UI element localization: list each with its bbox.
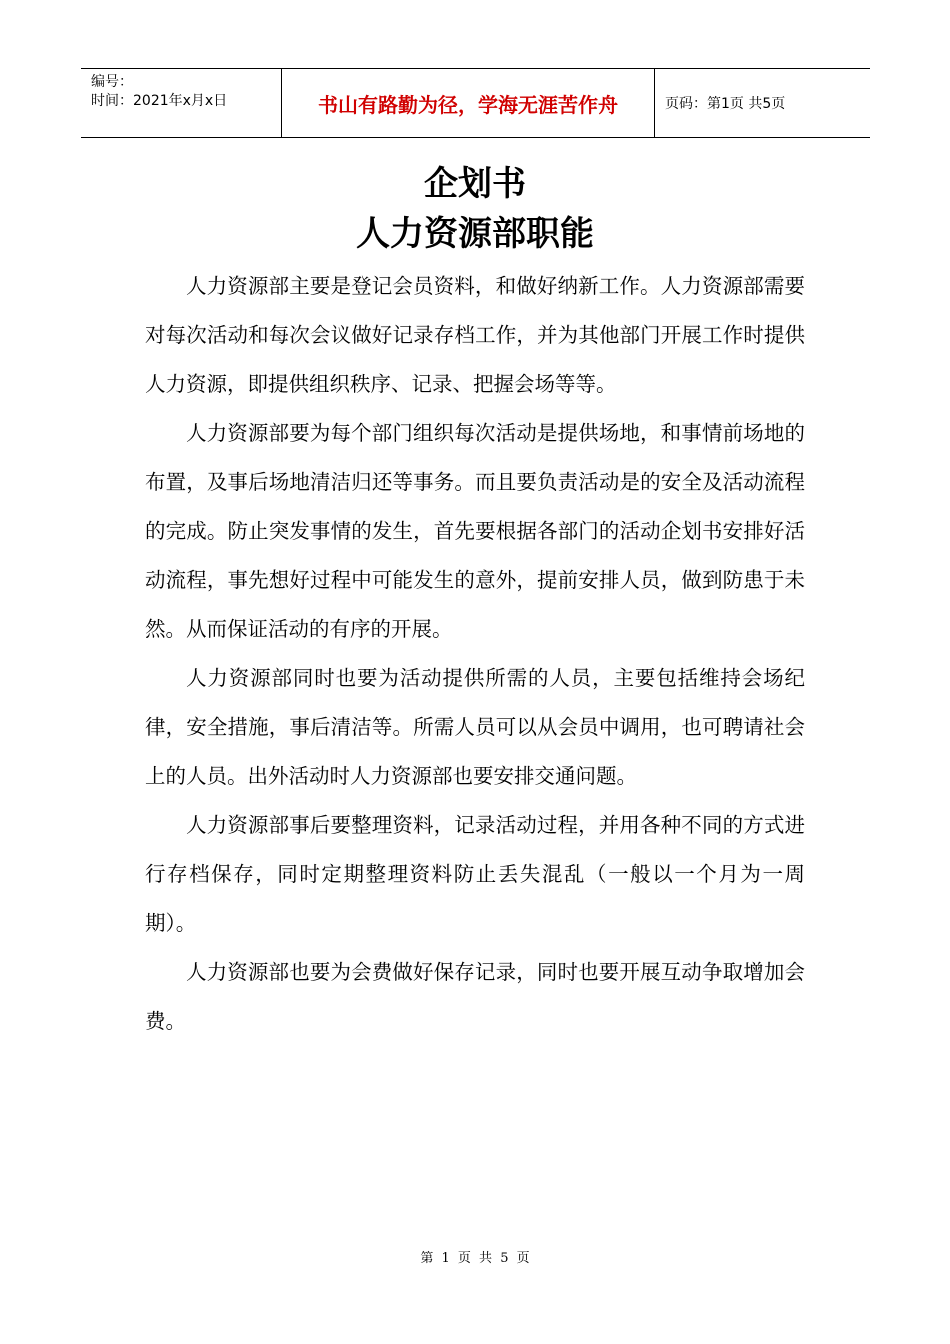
header-page-info: 页码：第1页 共5页 (665, 96, 786, 112)
page-header (81, 68, 870, 138)
paragraph: 人力资源部同时也要为活动提供所需的人员，主要包括维持会场纪律，安全措施，事后清洁等。所需人员可以从会员中调用，也可聘请社会上的人员。出外活动时人力资源部也要安排交通问题。 (145, 666, 805, 788)
document-subtitle: 人力资源部职能 (356, 214, 594, 254)
document-date: 时间：2021年x月x日 (91, 93, 228, 109)
page-footer: 第 1 页 共 5 页 (420, 1251, 530, 1266)
paragraph: 人力资源部要为每个部门组织每次活动是提供场地，和事情前场地的布置，及事后场地清洁归还等事务。而且要负责活动是的安全及活动流程的完成。防止突发事情的发生，首先要根据各部门的活动企划书安排好活动流程，事先想好过程中可能发生的意外，提前安排人员，做到防患于未然。从而保证活动的有序的开展。 (145, 421, 805, 641)
header-motto: 书山有路勤为径，学海无涯苦作舟 (281, 69, 655, 137)
paragraph: 人力资源部事后要整理资料，记录活动过程，并用各种不同的方式进行存档保存，同时定期整理资料防止丢失混乱（一般以一个月为一周期）。 (145, 813, 805, 935)
header-meta (81, 69, 281, 137)
document-body (145, 262, 805, 1046)
paragraph: 人力资源部主要是登记会员资料，和做好纳新工作。人力资源部需要对每次活动和每次会议做好记录存档工作，并为其他部门开展工作时提供人力资源，即提供组织秩序、记录、把握会场等等。 (145, 274, 805, 396)
paragraph: 人力资源部也要为会费做好保存记录，同时也要开展互动争取增加会费。 (145, 960, 805, 1033)
document-title: 企划书 (424, 164, 526, 204)
document-number: 编号： (91, 74, 133, 90)
